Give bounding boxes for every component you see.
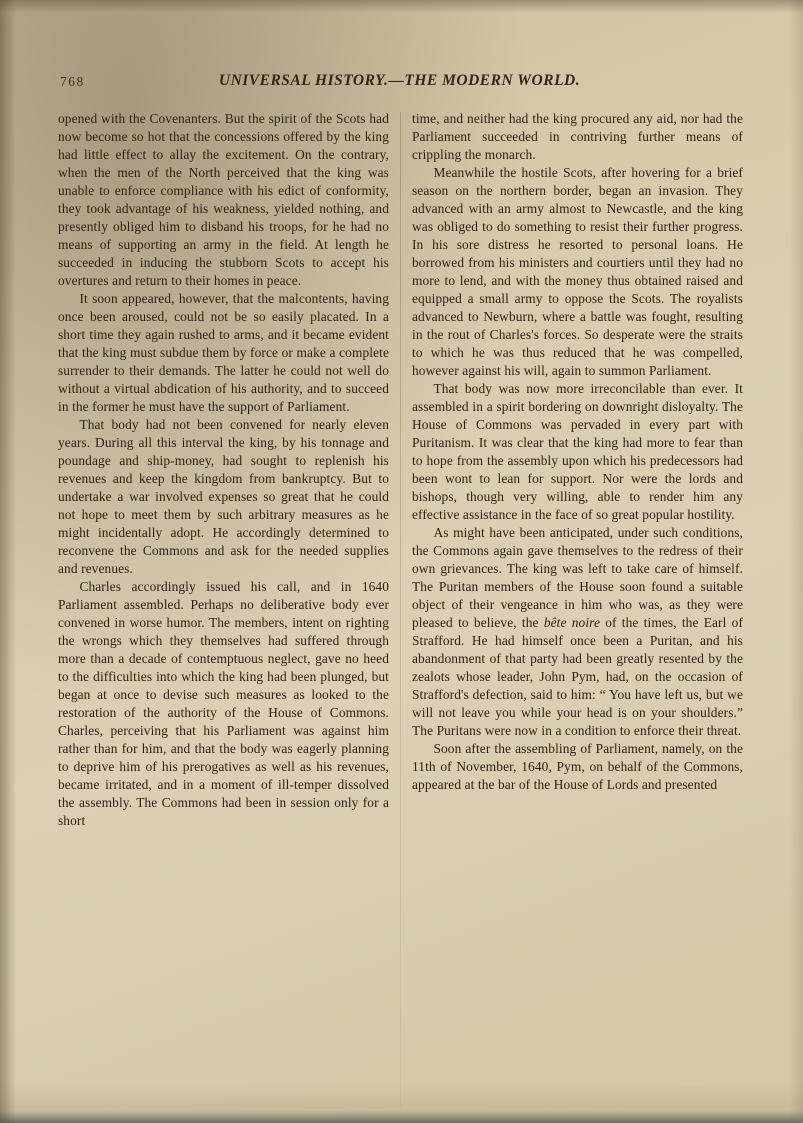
paragraph: It soon appeared, however, that the malcontents, having once been aroused, could not be so easily placated. In a short time they again rushed to arms, and it became evident that the king must subdue them by force or make a complete surrender to their demands. The latter he could not well do without a virtual abdication of his authority, and to succeed in the former he must have the support of Parliament. [58, 291, 389, 414]
paragraph: Soon after the assembling of Parliament, namely, on the 11th of November, 1640, Pym, on behalf of the Commons, appeared at the bar of the House of Lords and presented [412, 741, 743, 792]
paragraph: That body was now more irreconcilable than ever. It assembled in a spirit bordering on downright disloyalty. The House of Commons was pervaded in every part with Puritanism. It was clear that the king had more to fear than to hope from the assembly upon which his predecessors had been wont to lean for support. Nor were the lords and bishops, though very willing, able to render him any effective assistance in the face of so great popular hostility. [412, 381, 743, 522]
page-title: UNIVERSAL HISTORY.—THE MODERN WORLD. [218, 72, 581, 89]
paragraph: opened with the Covenanters. But the spirit of the Scots had now become so hot that the concessions offered by the king had little effect to allay the excitement. On the contrary, when the men of the North perceived that the king was unable to enforce compliance with his edict of conformity, they took advantage of his weakness, yielded nothing, and presently obliged him to disband his troops, for he had no means of supporting an army in the field. At length he succeeded in inducing the stubborn Scots to accept his overtures and return to their homes in peace. [58, 111, 389, 288]
paragraph: Charles accordingly issued his call, and in 1640 Parliament assembled. Perhaps no deliberative body ever convened in worse humor. The members, intent on righting the wrongs which they themselves had suffered through more than a decade of contemptuous neglect, gave no heed to the difficulties into which the king had been plunged, but began at once to devise such measures as looked to the restoration of the authority of the House of Commons. Charles, perceiving that his Parliament was against him rather than for him, and that the body was eagerly planning to deprive him of his prerogatives as well as his revenues, became irritated, and in a moment of ill-temper dissolved the assembly. The Commons had been in session only for a short [58, 579, 389, 828]
text-columns [58, 110, 743, 1107]
page-header [58, 72, 741, 94]
paragraph: time, and neither had the king procured any aid, nor had the Parliament succeeded in contriving further means of crippling the monarch. [412, 111, 743, 162]
right-column [412, 110, 743, 1107]
paragraph: That body had not been convened for nearly eleven years. During all this interval the king, by his tonnage and poundage and ship-money, had sought to replenish his revenues and keep the kingdom from bankruptcy. But to undertake a war involved expenses so great that he could not hope to meet them by such arbitrary measures as he might incidentally adopt. He accordingly determined to reconvene the Commons and ask for the needed supplies and revenues. [58, 417, 389, 576]
page-number: 768 [60, 74, 85, 89]
paragraph: As might have been anticipated, under such conditions, the Commons again gave themselves to the redress of their own grievances. The king was left to take care of himself. The Puritan members of the House soon found a suitable object of their vengeance in him who was, as they were pleased to believe, the bête noire of the times, the Earl of Strafford. He had himself once been a Puritan, and his abandonment of that party had been greatly resented by the zealots whose leader, John Pym, had, on the occasion of Strafford's defection, said to him: “ You have left us, but we will not leave you while your head is on your shoulders.” The Puritans were now in a condition to enforce their threat. [412, 525, 744, 738]
paragraph: Meanwhile the hostile Scots, after hovering for a brief season on the northern border, began an invasion. They advanced with an army almost to Newcastle, and the king was obliged to do something to resist their further progress. In his sore distress he resorted to personal loans. He borrowed from his ministers and courtiers until they had no more to lend, and with the money thus obtained raised and equipped a small army to oppose the Scots. The royalists advanced to Newburn, where a battle was fought, resulting in the rout of Charles's forces. So desperate were the straits to which he was thus reduced that he was compelled, however against his will, again to summon Parliament. [412, 165, 743, 378]
column-divider [400, 112, 401, 1107]
left-column [58, 110, 389, 1107]
